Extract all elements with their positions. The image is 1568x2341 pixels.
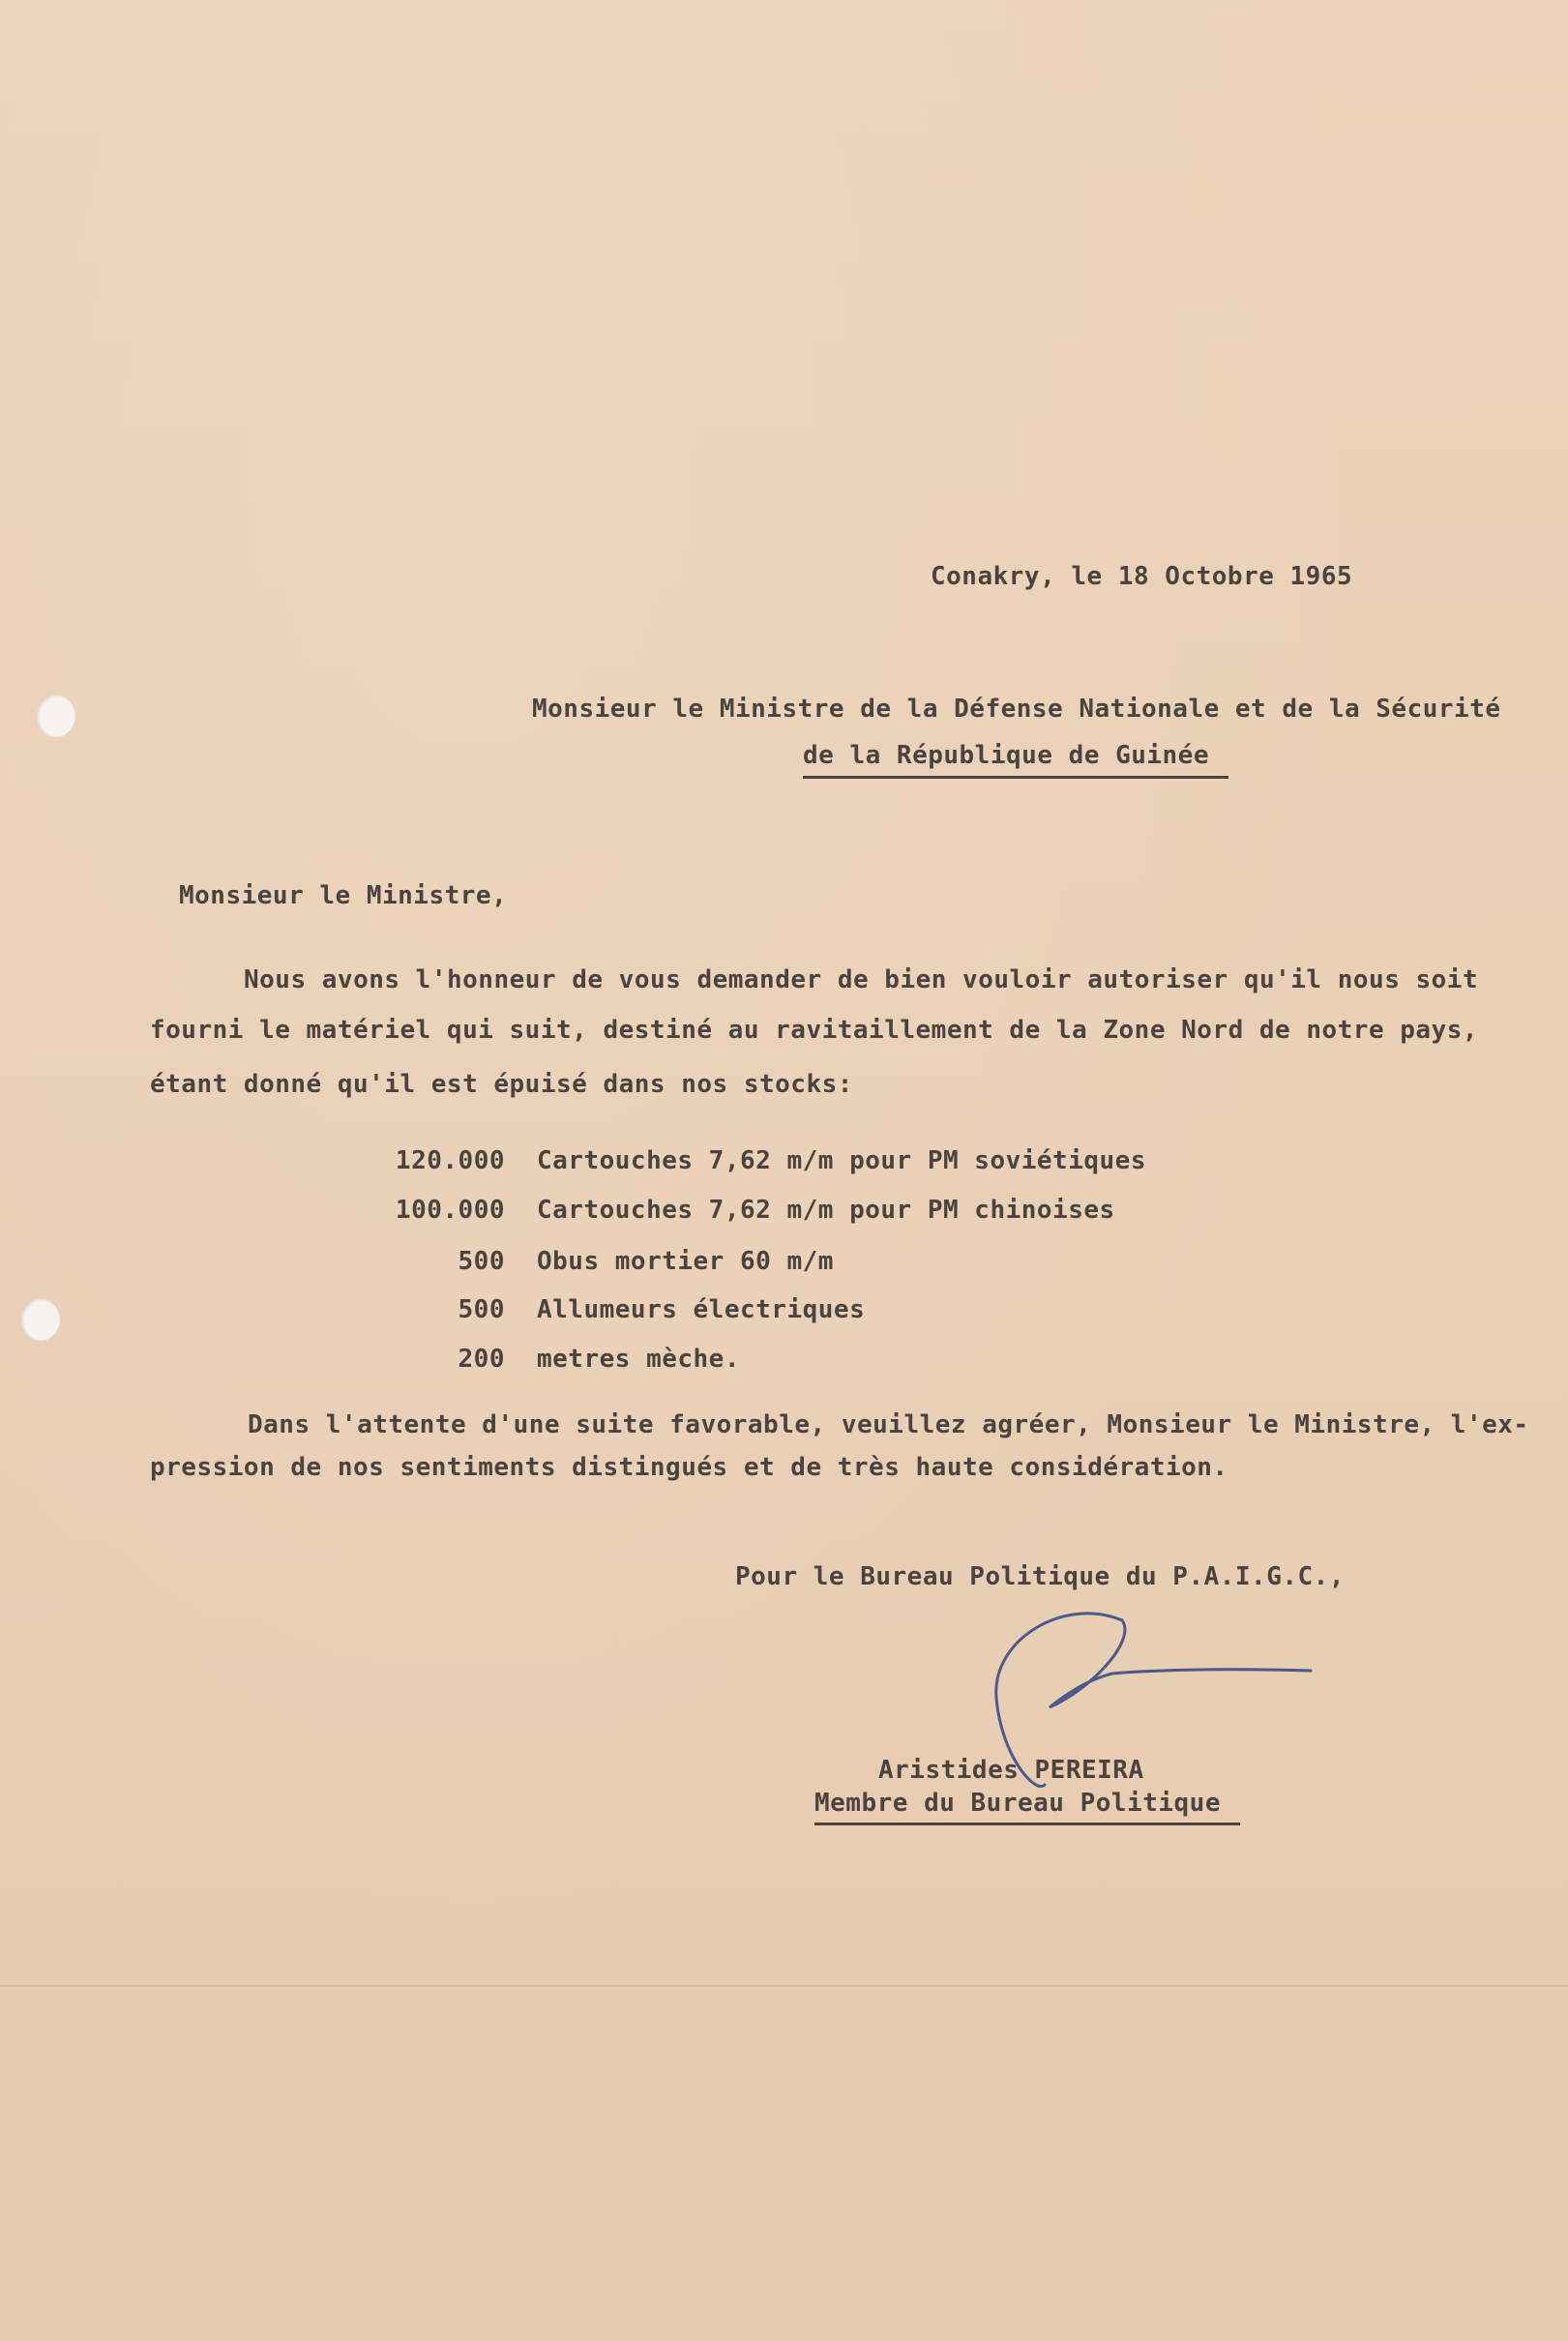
signatory-title-underline [814, 1822, 1240, 1825]
signatory-title: Membre du Bureau Politique [814, 1789, 1221, 1818]
body-line-1: Nous avons l'honneur de vous demander de bien vouloir autoriser qu'il nous soit [244, 965, 1479, 994]
addressee-line-1: Monsieur le Ministre de la Défense Nationale et de la Sécurité [532, 695, 1501, 724]
salutation: Monsieur le Ministre, [179, 881, 508, 910]
for-line: Pour le Bureau Politique du P.A.I.G.C., [735, 1562, 1345, 1591]
list-item-desc: Cartouches 7,62 m/m pour PM soviétiques [537, 1146, 1146, 1175]
list-item-desc: Obus mortier 60 m/m [537, 1247, 834, 1276]
list-item-qty: 500 [458, 1247, 505, 1276]
list-item-desc: metres mèche. [537, 1345, 740, 1374]
addressee-line-2: de la République de Guinée [803, 741, 1209, 770]
punch-hole-top [37, 695, 75, 737]
list-item-desc: Allumeurs électriques [537, 1295, 866, 1324]
punch-hole-bottom [21, 1298, 60, 1341]
closing-line-2: pression de nos sentiments distingués et de très haute considération. [150, 1453, 1228, 1482]
addressee-underline [803, 776, 1228, 779]
closing-line-1: Dans l'attente d'une suite favorable, veuillez agréer, Monsieur le Ministre, l'ex- [248, 1410, 1529, 1439]
date-line: Conakry, le 18 Octobre 1965 [931, 562, 1353, 591]
signatory-name: Aristides PEREIRA [878, 1756, 1144, 1785]
list-item-qty: 100.000 [395, 1196, 505, 1225]
body-line-2: fourni le matériel qui suit, destiné au ravitaillement de la Zone Nord de notre pays, [150, 1016, 1479, 1045]
body-line-3: étant donné qu'il est épuisé dans nos stocks: [150, 1070, 853, 1099]
list-item-qty: 500 [458, 1295, 505, 1324]
list-item-qty: 200 [458, 1345, 505, 1374]
paper-fold-line [0, 1985, 1568, 1987]
list-item-qty: 120.000 [395, 1146, 505, 1175]
list-item-desc: Cartouches 7,62 m/m pour PM chinoises [537, 1196, 1115, 1225]
